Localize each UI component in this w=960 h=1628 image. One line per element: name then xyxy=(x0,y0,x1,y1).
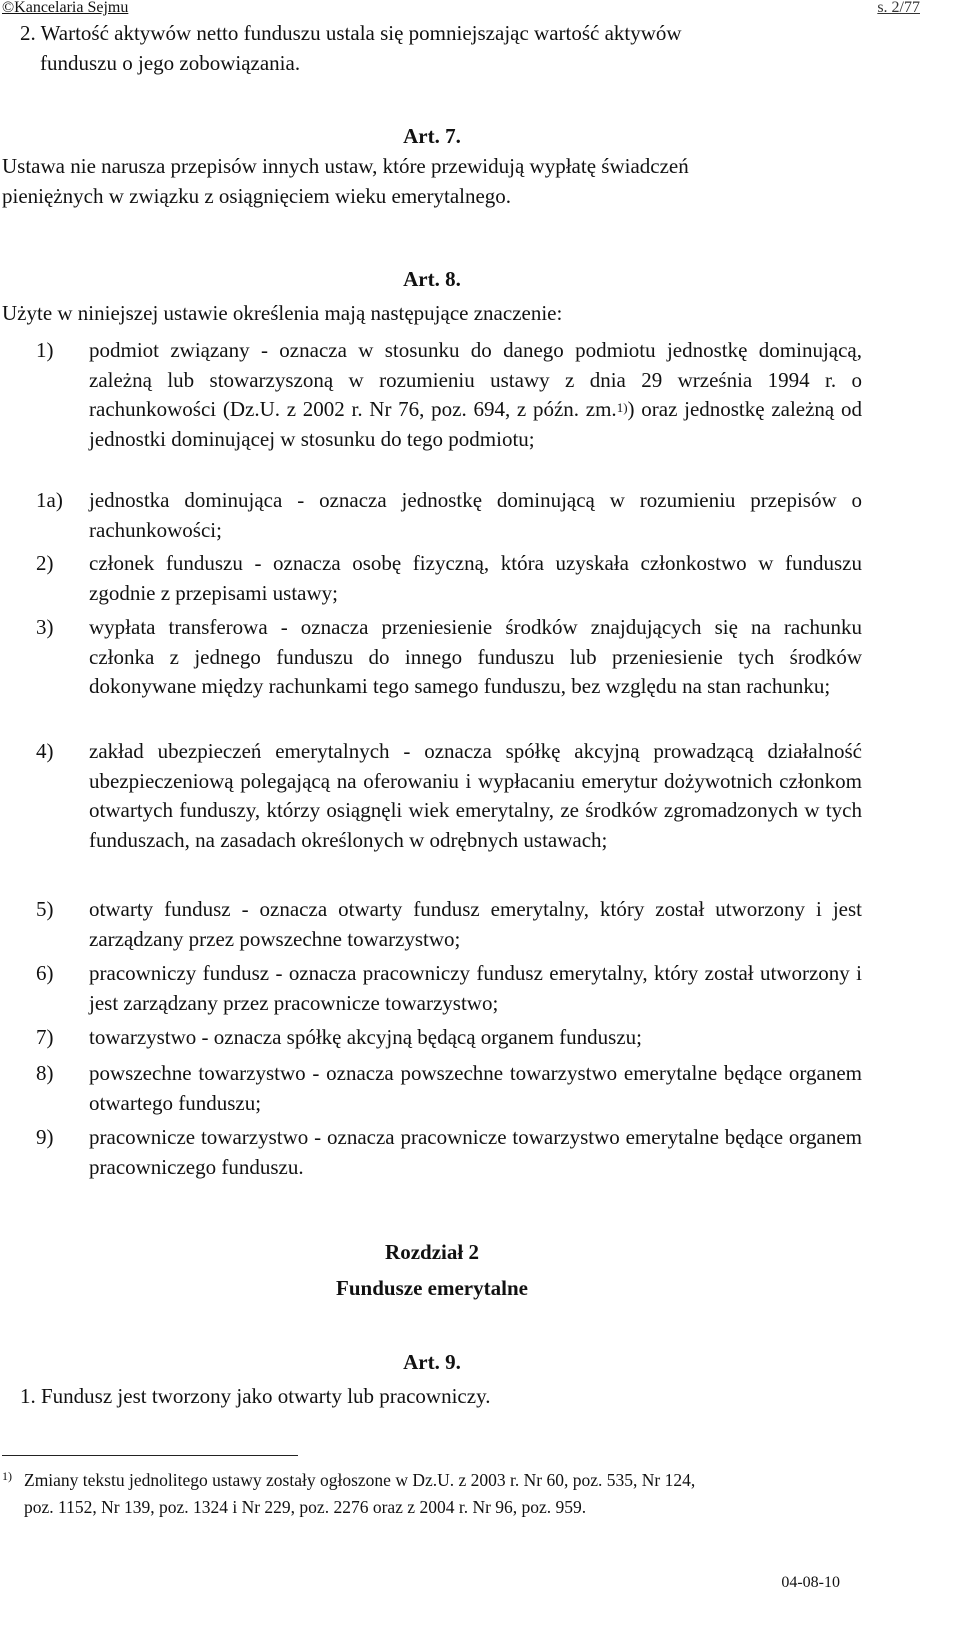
definition-item xyxy=(36,1123,862,1182)
art8-intro: Użyte w niniejszej ustawie określenia mają następujące znaczenie: xyxy=(2,301,563,325)
chapter-title: Fundusze emerytalne xyxy=(336,1276,528,1300)
definition-item xyxy=(36,613,862,702)
definition-number: 7) xyxy=(36,1025,54,1049)
definition-text: wypłata transferowa - oznacza przeniesienie środków znajdujących się na rachunku członka z jednego funduszu do innego funduszu lub przeniesienie tych środków dokonywane między rachunkami tego samego funduszu, bez względu na stan rachunku; xyxy=(89,615,862,698)
definition-number: 5) xyxy=(36,897,54,921)
header-page-number: s. 2/77 xyxy=(877,0,920,16)
art8-heading: Art. 8. xyxy=(403,267,461,291)
footnote-ref: 1) xyxy=(616,400,628,415)
definition-text: członek funduszu - oznacza osobę fizyczną, która uzyskała członkostwo w funduszu zgodnie z przepisami ustawy; xyxy=(89,551,862,605)
definition-item xyxy=(36,959,862,1018)
definition-item xyxy=(36,549,862,608)
definition-text: powszechne towarzystwo - oznacza powszechne towarzystwo emerytalne będące organem otwartego funduszu; xyxy=(89,1061,862,1115)
definition-text-cont: ) oraz jednostkę zależną od jednostki dominującej w stosunku do tego podmiotu; xyxy=(89,397,862,451)
definition-text: pracownicze towarzystwo - oznacza pracownicze towarzystwo emerytalne będące organem pracowniczego funduszu. xyxy=(89,1125,862,1179)
footer-date: 04-08-10 xyxy=(781,1574,840,1591)
header-publisher: ©Kancelaria Sejmu xyxy=(2,0,129,16)
footnote-marker: 1) xyxy=(2,1469,12,1483)
footnote-separator xyxy=(2,1455,298,1456)
definition-item xyxy=(36,1059,862,1118)
art6-item2-line1: 2. Wartość aktywów netto funduszu ustala się pomniejszając wartość aktywów xyxy=(20,21,682,45)
definition-number: 4) xyxy=(36,739,54,763)
art7-heading: Art. 7. xyxy=(403,124,461,148)
definition-text: pracowniczy fundusz - oznacza pracowniczy fundusz emerytalny, który został utworzony i jest zarządzany przez pracownicze towarzystwo; xyxy=(89,961,862,1015)
art8-section xyxy=(2,264,862,328)
footnote xyxy=(2,1467,862,1521)
art6-item2-line2: funduszu o jego zobowiązania. xyxy=(40,51,301,75)
definition-number: 1) xyxy=(36,338,54,362)
definition-number: 1a) xyxy=(36,488,63,512)
definition-text: jednostka dominująca - oznacza jednostkę dominującą w rozumieniu przepisów o rachunkowości; xyxy=(89,488,862,542)
definition-item xyxy=(36,336,862,454)
definition-text: podmiot związany - oznacza w stosunku do danego podmiotu jednostkę dominującą, zależną lub stowarzyszoną w rozumieniu ustawy z dnia 29 września 1994 r. o rachunkowości (Dz.U. z 2002 r. Nr 76, poz. 694, z późn. zm. xyxy=(89,338,862,421)
definition-number: 6) xyxy=(36,961,54,985)
art7-section xyxy=(2,121,862,211)
footnote-line1: Zmiany tekstu jednolitego ustawy zostały ogłoszone w Dz.U. z 2003 r. Nr 60, poz. 535, Nr 124, xyxy=(24,1470,696,1490)
chapter-label: Rozdział 2 xyxy=(385,1240,479,1264)
definition-number: 2) xyxy=(36,551,54,575)
art7-line2: pieniężnych w związku z osiągnięciem wieku emerytalnego. xyxy=(2,184,512,208)
definition-item xyxy=(36,895,862,954)
definition-text: otwarty fundusz - oznacza otwarty fundusz emerytalny, który został utworzony i jest zarządzany przez powszechne towarzystwo; xyxy=(89,897,862,951)
art9-heading: Art. 9. xyxy=(403,1350,461,1374)
definition-item xyxy=(36,486,862,545)
art7-line1: Ustawa nie narusza przepisów innych ustaw, które przewidują wypłatę świadczeń xyxy=(2,154,689,178)
definition-number: 9) xyxy=(36,1125,54,1149)
definition-text: zakład ubezpieczeń emerytalnych - oznacza spółkę akcyjną prowadzącą działalność ubezpieczeniową polegającą na oferowaniu i wypłacaniu emerytur dożywotnich członkom otwartych funduszy, którzy osiągnęli wiek emerytalny, ze środków zgromadzonych w tych funduszach, na zasadach określonych w odrębnych ustawach; xyxy=(89,739,862,852)
definition-number: 8) xyxy=(36,1061,54,1085)
art9-section xyxy=(2,1347,862,1411)
definition-text: towarzystwo - oznacza spółkę akcyjną będącą organem funduszu; xyxy=(89,1025,642,1049)
art9-item1: 1. Fundusz jest tworzony jako otwarty lub pracowniczy. xyxy=(20,1384,491,1408)
definition-number: 3) xyxy=(36,615,54,639)
footnote-line2: poz. 1152, Nr 139, poz. 1324 i Nr 229, poz. 2276 oraz z 2004 r. Nr 96, poz. 959. xyxy=(24,1497,587,1517)
definition-item xyxy=(36,737,862,855)
definition-item xyxy=(36,1023,862,1053)
chapter-header xyxy=(2,1236,862,1308)
art6-item2 xyxy=(2,18,862,78)
